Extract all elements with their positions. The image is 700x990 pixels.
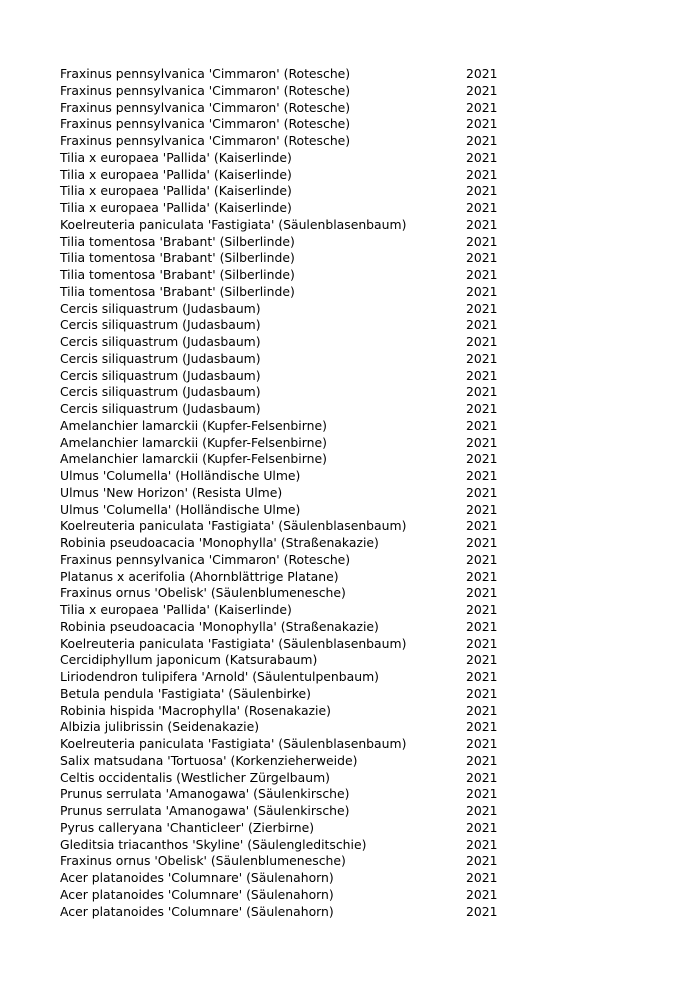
tree-species-name: Tilia tomentosa 'Brabant' (Silberlinde) [60, 283, 295, 299]
planting-year: 2021 [466, 350, 498, 366]
table-row [60, 686, 520, 703]
table-row [60, 485, 520, 502]
table-row [60, 569, 520, 586]
table-row [60, 217, 520, 234]
planting-year: 2021 [466, 484, 498, 500]
planting-year: 2021 [466, 736, 498, 751]
tree-species-name: Amelanchier lamarckii (Kupfer-Felsenbirne) [60, 417, 327, 433]
tree-species-name: Ulmus 'Columella' (Holländische Ulme) [60, 468, 301, 483]
table-row [60, 887, 520, 904]
planting-year: 2021 [466, 200, 498, 215]
planting-year: 2021 [466, 116, 498, 132]
planting-year: 2021 [466, 434, 498, 450]
table-row [60, 317, 520, 334]
planting-year: 2021 [466, 685, 498, 701]
table-row [60, 301, 520, 318]
planting-year: 2021 [466, 551, 498, 567]
planting-year: 2021 [466, 250, 498, 266]
planting-year: 2021 [466, 652, 498, 668]
planting-year: 2021 [466, 836, 498, 852]
planting-year: 2021 [466, 819, 498, 835]
planting-year: 2021 [466, 618, 498, 634]
planting-year: 2021 [466, 417, 498, 433]
planting-year: 2021 [466, 166, 498, 182]
tree-species-name: Liriodendron tulipifera 'Arnold' (Säulentulpenbaum) [60, 669, 379, 684]
planting-year: 2021 [466, 183, 498, 199]
table-row [60, 234, 520, 251]
tree-species-name: Gleditsia triacanthos 'Skyline' (Säulengleditschie) [60, 836, 367, 852]
tree-species-name: Acer platanoides 'Columnare' (Säulenahorn) [60, 903, 334, 919]
tree-species-name: Cercis siliquastrum (Judasbaum) [60, 401, 261, 416]
tree-species-name: Tilia x europaea 'Pallida' (Kaiserlinde) [60, 183, 292, 199]
tree-species-name: Salix matsudana 'Tortuosa' (Korkenzieherweide) [60, 752, 358, 768]
table-row [60, 418, 520, 435]
table-row [60, 552, 520, 569]
table-row [60, 66, 520, 83]
planting-year: 2021 [466, 786, 498, 802]
table-row [60, 100, 520, 117]
tree-species-name: Betula pendula 'Fastigiata' (Säulenbirke) [60, 685, 311, 701]
planting-year: 2021 [466, 752, 498, 768]
planting-year: 2021 [466, 133, 498, 148]
table-row [60, 736, 520, 753]
planting-year: 2021 [466, 149, 498, 165]
tree-species-name: Tilia tomentosa 'Brabant' (Silberlinde) [60, 250, 295, 266]
planting-year: 2021 [466, 702, 498, 718]
tree-species-name: Robinia pseudoacacia 'Monophylla' (Straßenakazie) [60, 618, 379, 634]
planting-year: 2021 [466, 886, 498, 902]
table-row [60, 753, 520, 770]
planting-year: 2021 [466, 300, 498, 316]
tree-species-name: Acer platanoides 'Columnare' (Säulenahorn) [60, 870, 334, 885]
tree-species-name: Fraxinus pennsylvanica 'Cimmaron' (Rotesche) [60, 99, 351, 115]
planting-year: 2021 [466, 283, 498, 299]
tree-species-name: Cercidiphyllum japonicum (Katsurabaum) [60, 652, 318, 668]
table-row [60, 116, 520, 133]
planting-year: 2021 [466, 317, 498, 333]
table-row [60, 837, 520, 854]
planting-year: 2021 [466, 602, 498, 617]
tree-species-name: Cercis siliquastrum (Judasbaum) [60, 350, 261, 366]
tree-species-name: Tilia x europaea 'Pallida' (Kaiserlinde) [60, 200, 292, 215]
planting-year: 2021 [466, 501, 498, 517]
table-row [60, 368, 520, 385]
table-row [60, 401, 520, 418]
planting-year: 2021 [466, 635, 498, 651]
planting-year: 2021 [466, 719, 498, 735]
planting-year: 2021 [466, 401, 498, 416]
tree-species-name: Koelreuteria paniculata 'Fastigiata' (Säulenblasenbaum) [60, 216, 407, 232]
tree-species-name: Fraxinus pennsylvanica 'Cimmaron' (Rotesche) [60, 116, 351, 132]
tree-species-name: Platanus x acerifolia (Ahornblättrige Platane) [60, 568, 339, 584]
tree-species-name: Amelanchier lamarckii (Kupfer-Felsenbirne) [60, 451, 327, 467]
table-row [60, 518, 520, 535]
tree-species-name: Koelreuteria paniculata 'Fastigiata' (Säulenblasenbaum) [60, 736, 407, 751]
table-row [60, 820, 520, 837]
planting-year: 2021 [466, 367, 498, 383]
tree-species-name: Tilia x europaea 'Pallida' (Kaiserlinde) [60, 166, 292, 182]
table-row [60, 652, 520, 669]
table-row [60, 83, 520, 100]
tree-species-name: Ulmus 'Columella' (Holländische Ulme) [60, 501, 301, 517]
tree-species-name: Fraxinus ornus 'Obelisk' (Säulenblumenesche) [60, 585, 346, 601]
planting-year: 2021 [466, 216, 498, 232]
tree-species-name: Amelanchier lamarckii (Kupfer-Felsenbirne) [60, 434, 327, 450]
planting-year: 2021 [466, 535, 498, 550]
table-row [60, 602, 520, 619]
table-row [60, 150, 520, 167]
planting-year: 2021 [466, 518, 498, 534]
tree-species-name: Tilia x europaea 'Pallida' (Kaiserlinde) [60, 149, 292, 165]
planting-year: 2021 [466, 267, 498, 282]
planting-year: 2021 [466, 669, 498, 684]
table-row [60, 719, 520, 736]
tree-species-name: Cercis siliquastrum (Judasbaum) [60, 384, 261, 400]
planting-year: 2021 [466, 853, 498, 869]
planting-year: 2021 [466, 803, 498, 818]
tree-species-name: Fraxinus pennsylvanica 'Cimmaron' (Rotesche) [60, 82, 351, 98]
tree-species-name: Cercis siliquastrum (Judasbaum) [60, 334, 261, 349]
tree-species-name: Fraxinus pennsylvanica 'Cimmaron' (Rotesche) [60, 551, 351, 567]
tree-species-name: Fraxinus pennsylvanica 'Cimmaron' (Rotesche) [60, 66, 351, 81]
tree-species-name: Tilia tomentosa 'Brabant' (Silberlinde) [60, 267, 295, 282]
planting-year: 2021 [466, 334, 498, 349]
planting-year: 2021 [466, 870, 498, 885]
tree-species-name: Robinia hispida 'Macrophylla' (Rosenakazie) [60, 702, 331, 718]
tree-species-name: Koelreuteria paniculata 'Fastigiata' (Säulenblasenbaum) [60, 518, 407, 534]
table-row [60, 435, 520, 452]
table-row [60, 183, 520, 200]
tree-species-name: Cercis siliquastrum (Judasbaum) [60, 317, 261, 333]
table-row [60, 167, 520, 184]
table-row [60, 284, 520, 301]
planting-year: 2021 [466, 451, 498, 467]
tree-species-name: Fraxinus pennsylvanica 'Cimmaron' (Rotesche) [60, 133, 351, 148]
tree-planting-list [60, 66, 520, 920]
table-row [60, 786, 520, 803]
table-row [60, 619, 520, 636]
planting-year: 2021 [466, 233, 498, 249]
tree-species-name: Fraxinus ornus 'Obelisk' (Säulenblumenesche) [60, 853, 346, 869]
table-row [60, 250, 520, 267]
table-row [60, 334, 520, 351]
tree-species-name: Albizia julibrissin (Seidenakazie) [60, 719, 260, 735]
tree-species-name: Pyrus calleryana 'Chanticleer' (Zierbirne) [60, 819, 315, 835]
table-row [60, 870, 520, 887]
planting-year: 2021 [466, 66, 498, 81]
tree-species-name: Tilia tomentosa 'Brabant' (Silberlinde) [60, 233, 295, 249]
tree-species-name: Tilia x europaea 'Pallida' (Kaiserlinde) [60, 602, 292, 617]
table-row [60, 904, 520, 921]
planting-year: 2021 [466, 99, 498, 115]
planting-year: 2021 [466, 903, 498, 919]
tree-species-name: Koelreuteria paniculata 'Fastigiata' (Säulenblasenbaum) [60, 635, 407, 651]
tree-species-name: Prunus serrulata 'Amanogawa' (Säulenkirsche) [60, 786, 350, 802]
table-row [60, 535, 520, 552]
table-row [60, 502, 520, 519]
table-row [60, 468, 520, 485]
tree-species-name: Cercis siliquastrum (Judasbaum) [60, 367, 261, 383]
tree-species-name: Cercis siliquastrum (Judasbaum) [60, 300, 261, 316]
planting-year: 2021 [466, 769, 498, 785]
planting-year: 2021 [466, 82, 498, 98]
table-row [60, 853, 520, 870]
table-row [60, 669, 520, 686]
planting-year: 2021 [466, 384, 498, 400]
table-row [60, 200, 520, 217]
table-row [60, 384, 520, 401]
tree-species-name: Acer platanoides 'Columnare' (Säulenahorn) [60, 886, 334, 902]
table-row [60, 133, 520, 150]
tree-species-name: Celtis occidentalis (Westlicher Zürgelbaum) [60, 769, 330, 785]
tree-species-name: Robinia pseudoacacia 'Monophylla' (Straßenakazie) [60, 535, 379, 550]
table-row [60, 703, 520, 720]
tree-species-name: Prunus serrulata 'Amanogawa' (Säulenkirsche) [60, 803, 350, 818]
table-row [60, 351, 520, 368]
table-row [60, 585, 520, 602]
planting-year: 2021 [466, 585, 498, 601]
tree-species-name: Ulmus 'New Horizon' (Resista Ulme) [60, 484, 283, 500]
planting-year: 2021 [466, 468, 498, 483]
planting-year: 2021 [466, 568, 498, 584]
table-row [60, 770, 520, 787]
table-row [60, 636, 520, 653]
table-row [60, 267, 520, 284]
table-row [60, 803, 520, 820]
table-row [60, 451, 520, 468]
